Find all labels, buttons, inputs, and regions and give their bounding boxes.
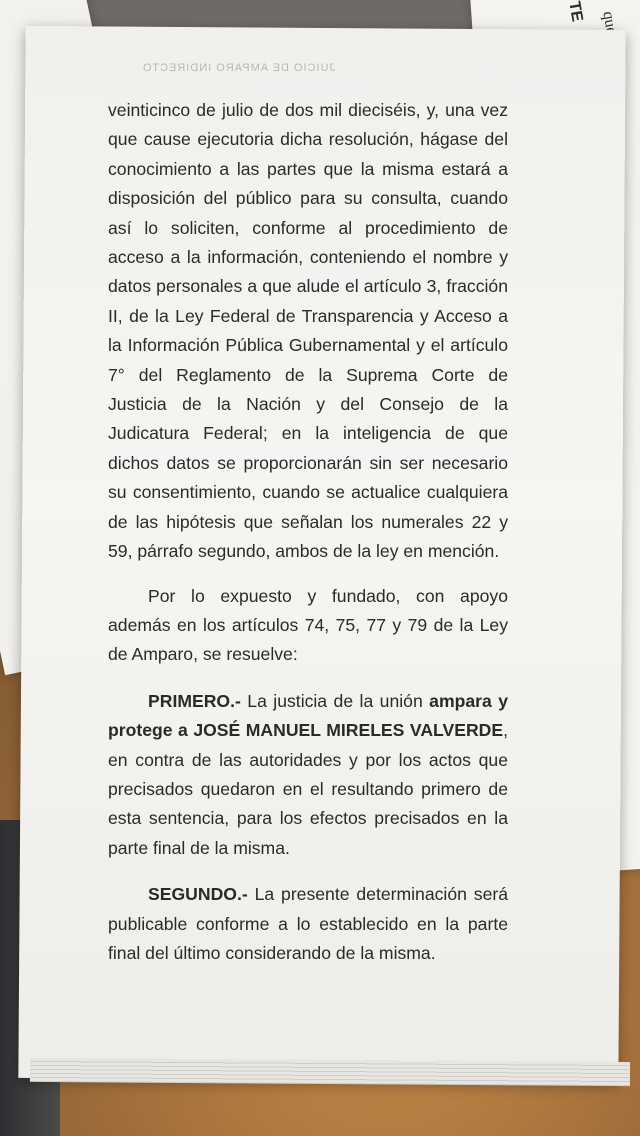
paper-stack-edges	[30, 1058, 630, 1086]
segundo-label: SEGUNDO.-	[148, 884, 248, 905]
paragraph-primero	[108, 687, 508, 863]
paragraph-segundo	[108, 880, 508, 968]
segundo-text: La presente determinación será publicable conforme a lo establecido en la parte final del último considerando de la misma.	[108, 884, 508, 963]
primero-text-a: La justicia de la unión	[240, 690, 430, 711]
mirrored-header-text: JUICIO DE AMPARO INDIRECTO	[141, 62, 335, 74]
primero-bold-text: ampara y protege a JOSÉ MANUEL MIRELES VALVERDE	[108, 690, 508, 741]
paragraph-transparencia: veinticinco de julio de dos mil dieciséis, y, una vez que cause ejecutoria dicha resolución, hágase del conocimiento a las partes que la misma estará a disposición del público para su consulta, cuando así lo soliciten, conforme al procedimiento de acceso a la información, conteniendo el nombre y datos personales a que alude el artículo 3, fracción II, de la Ley Federal de Transparencia y Acceso a la Información Pública Gubernamental y el artículo 7° del Reglamento de la Suprema Corte de Justicia de la Nación y del Consejo de la Judicatura Federal; en la inteligencia de que dichos datos se proporcionarán sin ser necesario su consentimiento, cuando se actualice cualquiera de las hipótesis que señalan los numerales 22 y 59, párrafo segundo, ambos de la ley en mención.	[108, 100, 508, 562]
primero-text-b: , en contra de las autoridades y por los actos que precisados quedaron en el resultando primero de esta sentencia, para los efectos precisados en la parte final de la misma.	[108, 720, 508, 858]
primero-label: PRIMERO.-	[148, 690, 241, 711]
document-body	[108, 96, 508, 968]
right-paper-text-te: TE	[565, 0, 586, 24]
paragraph-resolutivos-intro: Por lo expuesto y fundado, con apoyo además en los artículos 74, 75, 77 y 79 de la Ley de Amparo, se resuelve:	[108, 585, 508, 665]
